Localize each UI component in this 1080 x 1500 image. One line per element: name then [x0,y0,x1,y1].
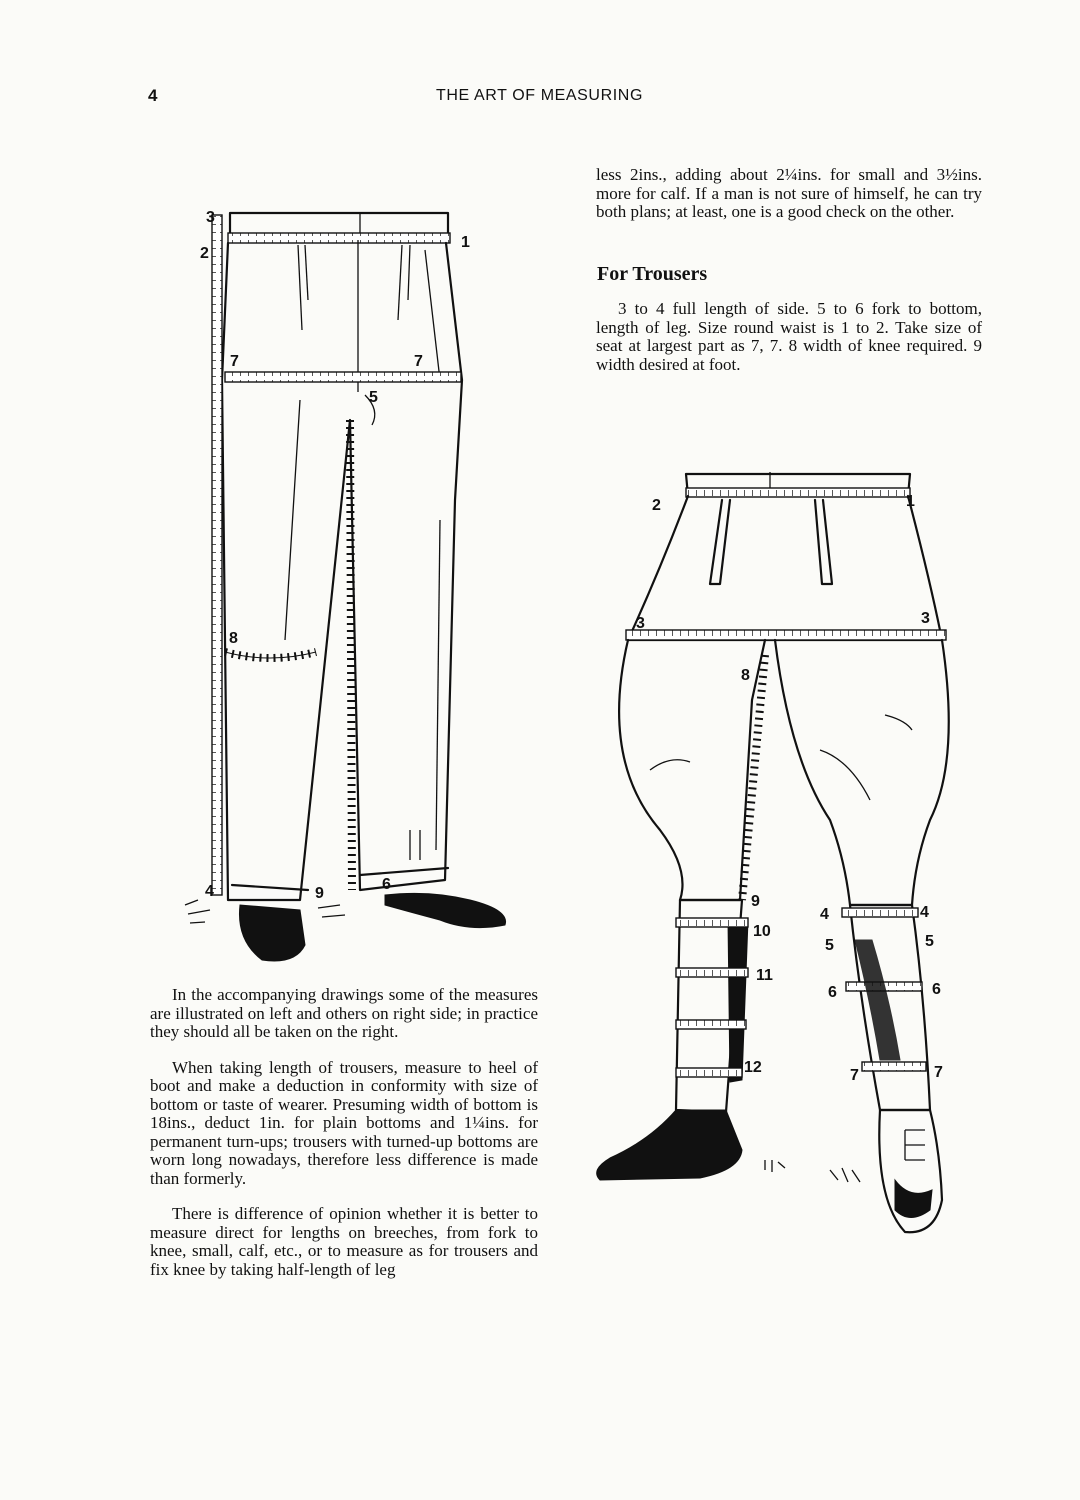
breeches-label-1: 1 [906,493,915,510]
breeches-label-4b: 4 [920,904,929,921]
trousers-label-7b: 7 [414,353,423,370]
trousers-label-3: 3 [206,209,215,226]
breeches-label-12: 12 [744,1059,762,1076]
trousers-label-5: 5 [369,389,378,406]
paragraph-1: In the accompanying drawings some of the measures are illustrated on left and others on right side; in practice they should all be taken on the right. [150,985,538,1041]
breeches-seat [628,496,942,640]
breeches-label-5a: 5 [825,937,834,954]
breeches-right-leg [775,640,949,905]
trousers-label-9: 9 [315,885,324,902]
trousers-label-8: 8 [229,630,238,647]
paragraph-3: There is difference of opinion whether it is better to measure direct for lengths on breeches, from fork to knee, small, calf, etc., or to measure as for trousers and fix knee by taking half-length of leg [150,1204,538,1279]
continuation-paragraph: less 2ins., adding about 2¼ins. for small and 3½ins. more for calf. If a man is not sure of himself, he can try both plans; at least, one is a good check on the other. [596,165,982,221]
breeches-label-5b: 5 [925,933,934,950]
breeches-label-7a: 7 [850,1067,859,1084]
breeches-label-2: 2 [652,497,661,514]
trousers-label-1: 1 [461,234,470,251]
breeches-label-9: 9 [751,893,760,910]
breeches-label-6a: 6 [828,984,837,1001]
trousers-label-4: 4 [205,883,214,900]
section-heading: For Trousers [597,263,708,285]
breeches-label-10: 10 [753,923,771,940]
breeches-label-7b: 7 [934,1064,943,1081]
running-title: THE ART OF MEASURING [436,87,643,104]
breeches-label-3b: 3 [921,610,930,627]
section-paragraph: 3 to 4 full length of side. 5 to 6 fork to bottom, length of leg. Size round waist is 1 to 2. Take size of seat at largest part as 7, 7. 8 width of knee required. 9 width desired at foot. [596,299,982,374]
breeches-seat-tape [626,630,946,640]
trousers-label-2: 2 [200,245,209,262]
breeches-label-8: 8 [741,667,750,684]
breeches-label-4a: 4 [820,906,829,923]
breeches-label-3a: 3 [636,615,645,632]
trousers-label-6: 6 [382,876,391,893]
breeches-waist-tape [686,488,910,497]
trousers-label-7a: 7 [230,353,239,370]
page-number: 4 [148,86,158,105]
breeches-label-6b: 6 [932,981,941,998]
paragraph-2: When taking length of trousers, measure to heel of boot and make a deduction in conformity with size of bottom or taste of wearer. Presuming width of bottom is 18ins., deduct 1in. for plain bottoms and 1¼ins. for permanent turn-ups; trousers with turned-up bottoms are worn long nowadays, therefore less difference is made than formerly. [150,1057,538,1188]
breeches-label-11: 11 [756,967,773,984]
breeches-left-boot [597,1110,742,1180]
